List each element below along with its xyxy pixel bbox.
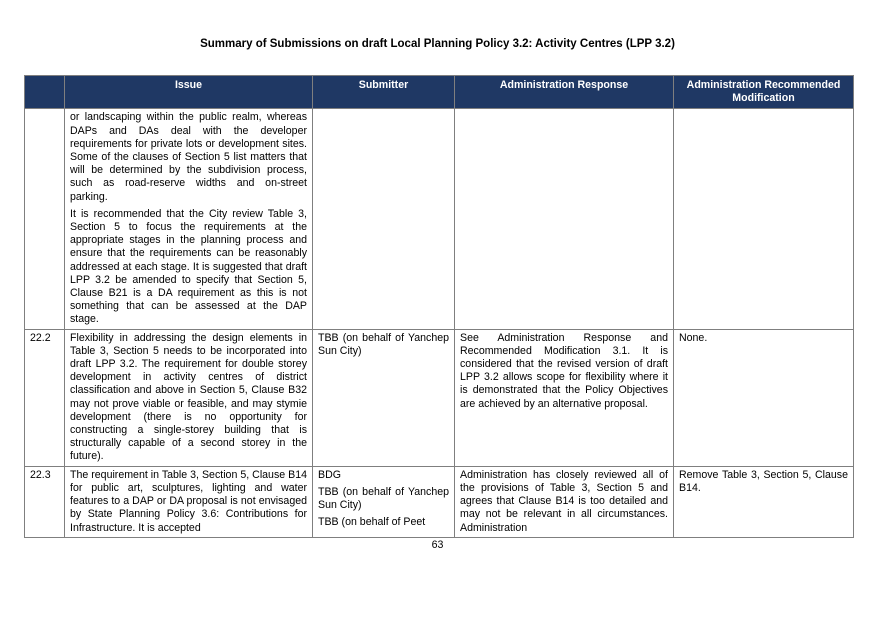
- row-issue: [65, 109, 313, 329]
- header-issue: Issue: [65, 76, 313, 109]
- table-row: [25, 466, 854, 537]
- row-submitter: [313, 109, 455, 329]
- row-submitter: [313, 329, 455, 466]
- row-modification: [674, 109, 854, 329]
- submitter-entry: BDG: [318, 468, 341, 481]
- response-text: Administration has closely reviewed all of the provisions of Table 3, Section 5 and agrees that Clause B14 is too detailed and may not be relevant in all circumstances. Administration: [460, 468, 668, 534]
- row-number: 22.3: [25, 466, 65, 537]
- submitter-entry: TBB (on behalf of Yanchep Sun City): [318, 331, 449, 357]
- row-submitter: [313, 466, 455, 537]
- issue-paragraph: or landscaping within the public realm, whereas DAPs and DAs deal with the developer requirements for private lots or development sites. Some of the clauses of Section 5 list matters that will be determined by the subdivision process, such as road-reserve widths and on-street parking.: [70, 111, 307, 203]
- row-response: [455, 109, 674, 329]
- issue-paragraph: Flexibility in addressing the design elements in Table 3, Section 5 needs to be incorporated into draft LPP 3.2. The requirement for double storey development in activity centres of district classification and above in Section 5, Clause B32 may not prove viable or feasible, and may stymie development (there is no opportunity for constructing a single-storey building that is structurally capable of a second storey in the future).: [70, 331, 307, 463]
- row-modification: [674, 466, 854, 537]
- row-response: [455, 466, 674, 537]
- header-submitter: Submitter: [313, 76, 455, 109]
- row-response: [455, 329, 674, 466]
- submissions-table: [24, 75, 854, 538]
- response-text: See Administration Response and Recommended Modification 3.1. It is considered that the revised version of draft LPP 3.2 allows scope for flexibility where it is demonstrated that the Policy Objectives are achieved by an alternative proposal.: [460, 331, 668, 410]
- issue-paragraph: The requirement in Table 3, Section 5, Clause B14 for public art, sculptures, lighting and water features to a DAP or DA proposal is not envisaged by State Planning Policy 3.6: Contributions for Infrastructure. It is accepted: [70, 468, 307, 534]
- issue-paragraph: It is recommended that the City review Table 3, Section 5 to focus the requirements at the appropriate stages in the planning process and ensure that the requirements can be reasonably addressed at each stage. It is suggested that draft LPP 3.2 be amended to specify that Section 5, Clause B21 is a DA requirement as this is not something that can be assessed at the DAP stage.: [70, 207, 307, 326]
- row-modification: [674, 329, 854, 466]
- row-number: 22.2: [25, 329, 65, 466]
- row-number: [25, 109, 65, 329]
- page-number: 63: [431, 539, 444, 551]
- submitter-entry: TBB (on behalf of Yanchep Sun City): [318, 485, 449, 512]
- table-row: [25, 109, 854, 329]
- table-row: [25, 329, 854, 466]
- row-issue: [65, 329, 313, 466]
- header-response: Administration Response: [455, 76, 674, 109]
- modification-text: None.: [679, 331, 708, 344]
- modification-text: Remove Table 3, Section 5, Clause B14.: [679, 468, 848, 494]
- document-title: Summary of Submissions on draft Local Planning Policy 3.2: Activity Centres (LPP 3.2): [200, 38, 675, 50]
- header-modification: Administration Recommended Modification: [674, 76, 854, 109]
- header-number: [25, 76, 65, 109]
- table-header-row: [25, 76, 854, 109]
- submitter-entry: TBB (on behalf of Peet: [318, 516, 426, 529]
- row-issue: [65, 466, 313, 537]
